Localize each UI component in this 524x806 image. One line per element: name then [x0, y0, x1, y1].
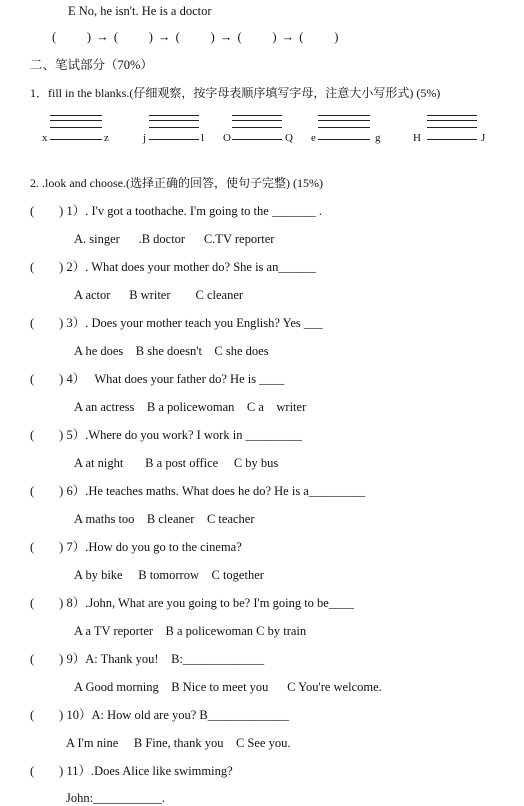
given-letter: z — [104, 132, 109, 144]
given-letter: Q — [285, 132, 293, 144]
writing-line — [149, 115, 199, 116]
given-letter: J — [481, 132, 486, 144]
writing-line — [232, 115, 282, 116]
writing-line — [149, 139, 199, 140]
question-stem[interactable]: ( ) 10）A: How old are you? B_____________ — [30, 708, 289, 722]
question-options: A a TV reporter B a policewoman C by train — [74, 624, 307, 638]
question-stem[interactable]: ( ) 2）. What does your mother do? She is an______ — [30, 260, 316, 274]
question-options: A at night B a post office C by bus — [74, 456, 279, 470]
writing-line — [318, 139, 370, 140]
writing-line — [427, 115, 477, 116]
writing-line — [427, 127, 477, 128]
writing-line — [50, 120, 102, 121]
question-options: A he does B she doesn't C she does — [74, 344, 269, 358]
question-options: A. singer .B doctor C.TV reporter — [74, 232, 275, 246]
question-stem[interactable]: ( ) 5）.Where do you work? I work in _________ — [30, 428, 302, 442]
question-options: A maths too B cleaner C teacher — [74, 512, 255, 526]
writing-line — [50, 139, 102, 140]
question-options: A I'm nine B Fine, thank you C See you. — [66, 736, 291, 750]
option-e: E No, he isn't. He is a doctor — [68, 4, 212, 18]
given-letter: j — [143, 132, 147, 144]
writing-line — [149, 127, 199, 128]
writing-line — [427, 120, 477, 121]
writing-line — [232, 120, 282, 121]
question-stem[interactable]: ( ) 3）. Does your mother teach you English? Yes ___ — [30, 316, 323, 330]
question-options: A by bike B tomorrow C together — [74, 568, 264, 582]
question-stem[interactable]: ( ) 9）A: Thank you! B:_____________ — [30, 652, 265, 666]
writing-line — [232, 139, 282, 140]
question-options[interactable]: John:___________. — [66, 791, 165, 805]
order-answer-row[interactable]: ( ) → ( ) → ( ) → ( ) → ( ) — [52, 30, 339, 44]
writing-line — [318, 115, 370, 116]
given-letter: x — [42, 132, 48, 144]
given-letter: g — [375, 132, 381, 144]
writing-line — [50, 115, 102, 116]
given-letter: H — [413, 132, 421, 144]
given-letter: l — [201, 132, 205, 144]
question-stem[interactable]: ( ) 11）.Does Alice like swimming? — [30, 764, 233, 778]
writing-line — [232, 127, 282, 128]
writing-line — [50, 127, 102, 128]
question-stem[interactable]: ( ) 8）.John, What are you going to be? I'm going to be____ — [30, 596, 354, 610]
writing-line — [427, 139, 477, 140]
writing-line — [318, 127, 370, 128]
question-stem[interactable]: ( ) 6）.He teaches maths. What does he do? He is a_________ — [30, 484, 366, 498]
writing-line — [149, 120, 199, 121]
question-stem[interactable]: ( ) 7）.How do you go to the cinema? — [30, 540, 242, 554]
question-stem[interactable]: ( ) 4） What does your father do? He is ____ — [30, 372, 285, 386]
question-options: A Good morning B Nice to meet you C You're welcome. — [74, 680, 382, 694]
given-letter: e — [311, 132, 316, 144]
writing-line — [318, 120, 370, 121]
question-options: A an actress B a policewoman C a writer — [74, 400, 307, 414]
section-heading: 二、笔试部分（70%） — [30, 58, 153, 72]
question-stem[interactable]: ( ) 1）. I'v got a toothache. I'm going to the _______ . — [30, 204, 322, 218]
q2-title: 2. .look and choose.(选择正确的回答，使句子完整) (15%) — [30, 176, 323, 190]
question-options: A actor B writer C cleaner — [74, 288, 244, 302]
q1-title: 1．fill in the blanks.(仔细观察，按字母表顺序填写字母，注意大小写形式) (5%) — [30, 86, 441, 100]
given-letter: O — [223, 132, 231, 144]
